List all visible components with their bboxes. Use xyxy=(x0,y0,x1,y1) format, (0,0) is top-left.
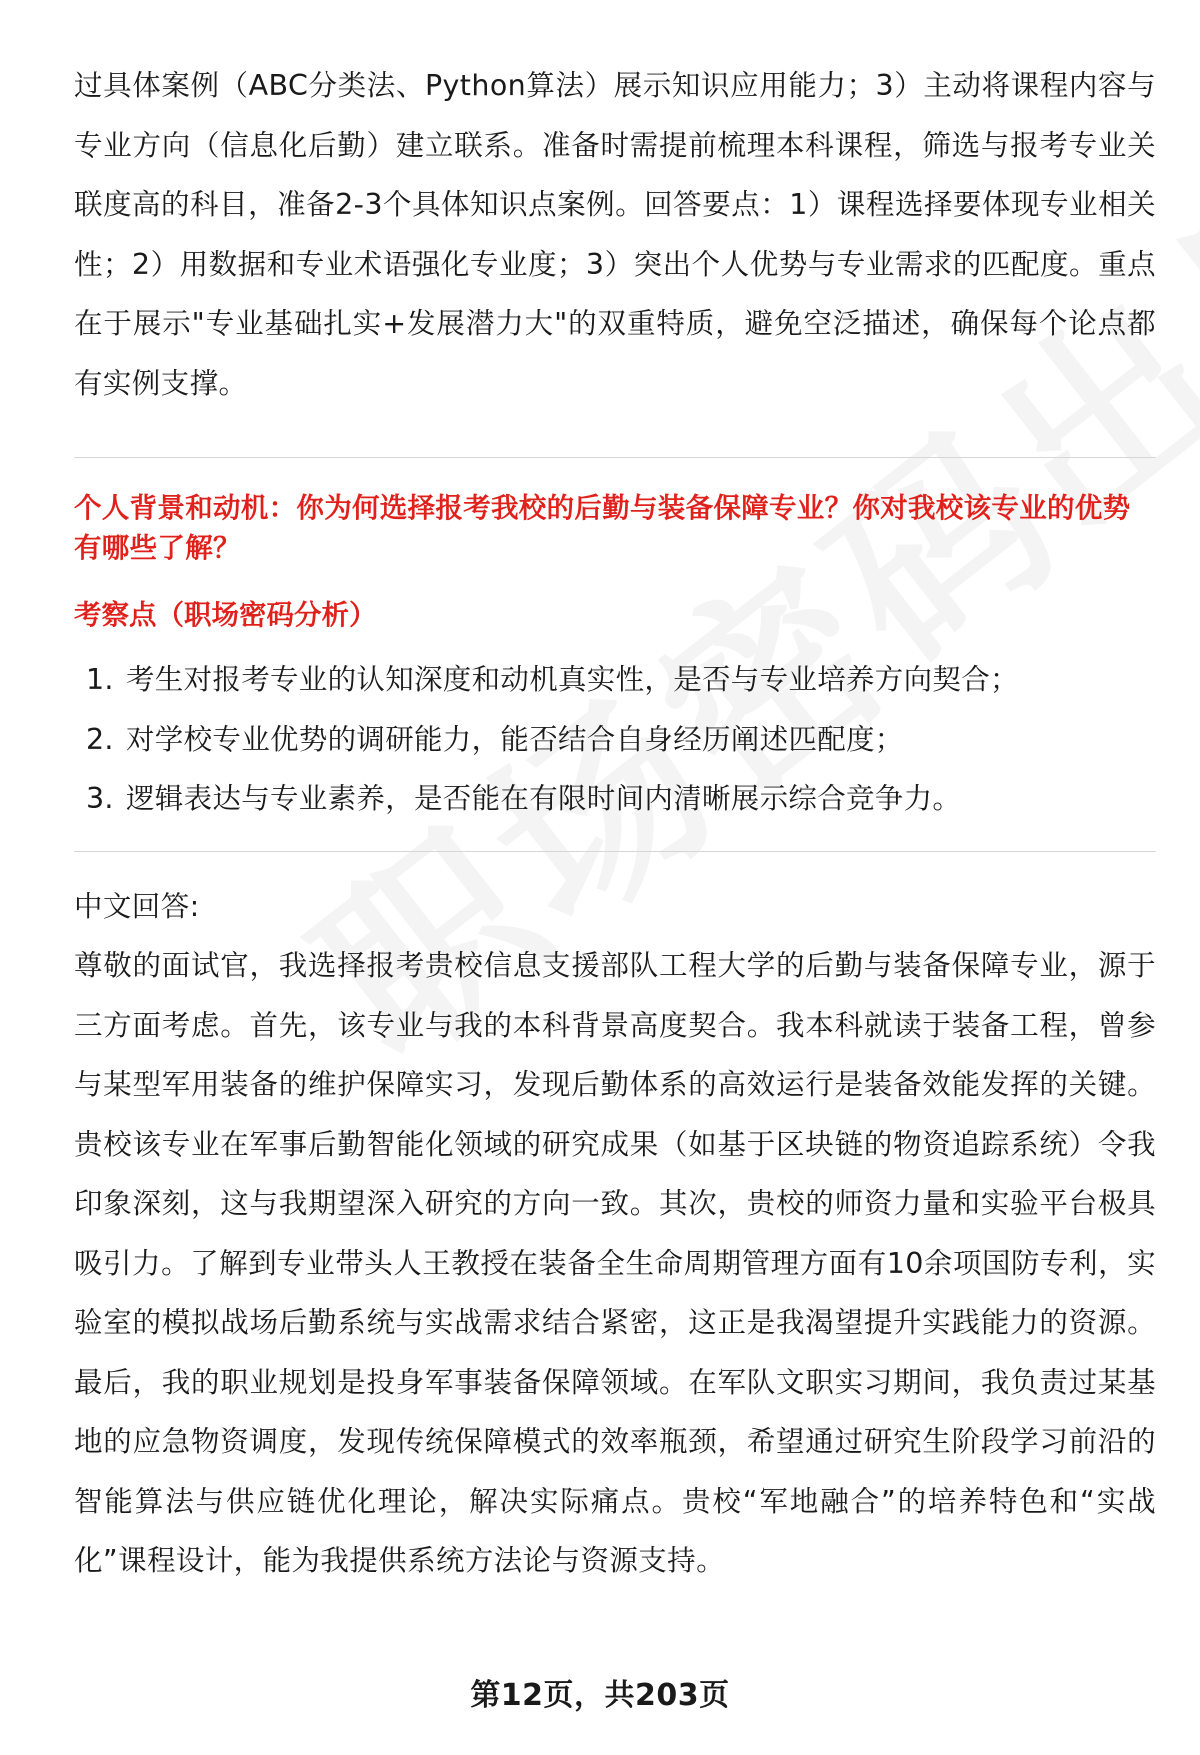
list-item-number: 1. xyxy=(86,663,114,696)
question-heading: 个人背景和动机：你为何选择报考我校的后勤与装备保障专业？你对我校该专业的优势有哪些了解？ xyxy=(74,492,1131,564)
section-title: 考察点（职场密码分析） xyxy=(74,599,377,631)
intro-paragraph: 过具体案例（ABC分类法、Python算法）展示知识应用能力；3）主动将课程内容与专业方向（信息化后勤）建立联系。准备时需提前梳理本科课程，筛选与报考专业关联度高的科目，准备2-3个具体知识点案例。回答要点：1）课程选择要体现专业相关性；2）用数据和专业术语强化专业度；3）突出个人优势与专业需求的匹配度。重点在于展示"专业基础扎实+发展潜力大"的双重特质，避免空泛描述，确保每个论点都有实例支撑。 xyxy=(74,69,1156,400)
list-item-text: 对学校专业优势的调研能力，能否结合自身经历阐述匹配度； xyxy=(126,722,904,756)
list-item-text: 考生对报考专业的认知深度和动机真实性，是否与专业培养方向契合； xyxy=(126,663,1019,696)
document-page xyxy=(74,56,1156,1591)
list-item-number: 2. xyxy=(86,722,114,756)
list-item-number: 3. xyxy=(86,782,114,815)
answer-paragraph: 尊敬的面试官，我选择报考贵校信息支援部队工程大学的后勤与装备保障专业，源于三方面考虑。首先，该专业与我的本科背景高度契合。我本科就读于装备工程，曾参与某型军用装备的维护保障实习，发现后勤体系的高效运行是装备效能发挥的关键。贵校该专业在军事后勤智能化领域的研究成果（如基于区块链的物资追踪系统）令我印象深刻，这与我期望深入研究的方向一致。其次，贵校的师资力量和实验平台极具吸引力。了解到专业带头人王教授在装备全生命周期管理方面有10余项国防专利，实验室的模拟战场后勤系统与实战需求结合紧密，这正是我渴望提升实践能力的资源。最后，我的职业规划是投身军事装备保障领域。在军队文职实习期间，我负责过某基地的应急物资调度，发现传统保障模式的效率瓶颈，希望通过研究生阶段学习前沿的智能算法与供应链优化理论，解决实际痛点。贵校“军地融合”的培养特色和“实战化”课程设计，能为我提供系统方法论与资源支持。 xyxy=(74,949,1156,1577)
list-item xyxy=(74,650,1156,710)
list-item xyxy=(74,710,1156,770)
points-list xyxy=(74,650,1156,829)
divider-bottom xyxy=(74,851,1156,852)
divider-top xyxy=(74,457,1156,458)
page-footer: 第12页，共203页 xyxy=(470,1678,730,1713)
list-item-text: 逻辑表达与专业素养，是否能在有限时间内清晰展示综合竞争力。 xyxy=(126,782,962,815)
answer-label: 中文回答: xyxy=(74,889,200,923)
list-item xyxy=(74,769,1156,829)
